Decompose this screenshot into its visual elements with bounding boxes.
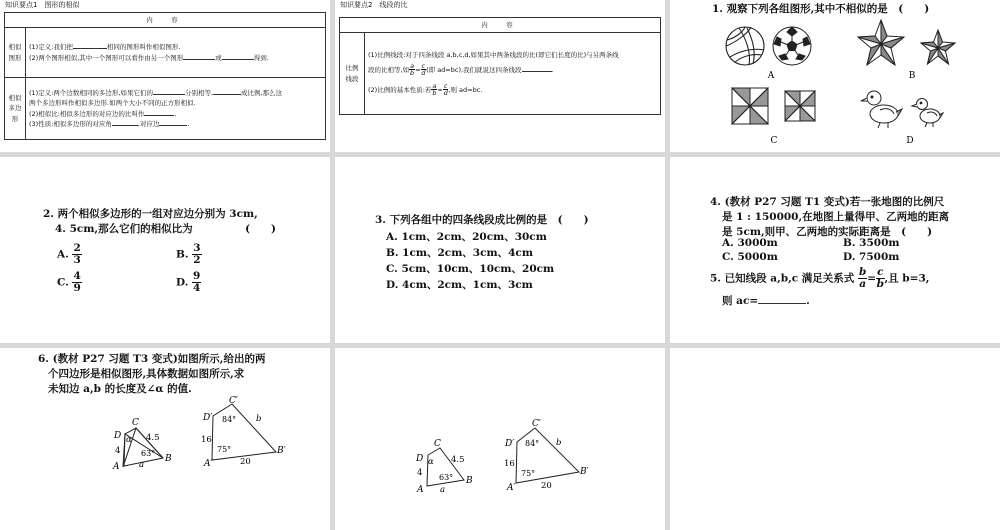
svg-text:α: α [428,457,434,467]
pinwheel-icon [785,91,815,121]
row-label: 比例线段 [340,33,365,115]
similar-quadrilaterals-figure [335,348,665,530]
svg-text:A: A [113,462,120,472]
question-4-text: 4. (教材 P27 习题 T1 变式)若一张地图的比例尺 是 1 : 150000,在地图上量得甲、乙两地的距离 是 5cm,则甲、乙两地的实际距离是 ( ) [710,196,950,239]
svg-text:C: C [132,418,139,428]
option-d-label: D [906,136,914,146]
soccer-ball-icon [773,27,811,65]
option-d[interactable]: D. 4cm、2cm、1cm、3cm [386,279,533,291]
star-icon [858,20,904,65]
slide-question-6 [0,348,330,530]
svg-text:D: D [114,431,122,441]
similar-quadrilaterals-figure [0,348,330,530]
option-b[interactable]: B. $\frac{3}{2}$ [176,242,201,267]
svg-text:A′: A′ [507,483,516,493]
svg-text:C: C [434,439,441,449]
svg-text:A′: A′ [204,459,213,469]
duck-icon [912,99,943,128]
row-label: 相似多边形 [5,78,26,140]
svg-text:B: B [165,454,172,464]
svg-text:63°: 63° [439,473,454,482]
svg-text:75°: 75° [217,445,232,454]
question-text: 2. 两个相似多边形的一组对应边分别为 3cm, 4. 5cm,那么它们的相似比为 ( ) [43,208,277,236]
svg-text:b: b [256,414,262,424]
slide-question-1 [670,0,1000,152]
slide-question-3 [335,157,665,343]
question-5-answer: 则 ac= . [722,295,810,307]
table-header: 内 容 [5,13,326,28]
svg-text:C′: C′ [532,419,541,429]
question-text: 6. (教材 P27 习题 T3 变式)如图所示,给出的两 个四边形是相似图形,具体数据如图所示,求 未知边 a,b 的长度及∠α 的值. [38,353,266,396]
slide-knowledge-1 [0,0,330,152]
svg-text:B′: B′ [277,446,286,456]
svg-text:75°: 75° [521,469,536,478]
row-content: (1)比例线段:对于四条线段 a,b,c,d,如果其中两条线段的比(即它们长度的比)与另两条线 段的比相等,如 $\frac{a}{b}$ = $\frac{c}{d}$ (即 ad=bc),我们就说这四条线段 . (2)比例的基本性质:若 $\frac{a}{b}$ = $\frac{c}{d}$ ,则 ad=bc. [365,33,661,115]
row-label: 相似图形 [5,28,26,78]
svg-text:16: 16 [201,435,212,445]
option-a[interactable]: A. $\frac{2}{3}$ [57,242,81,267]
question-text: 3. 下列各组中的四条线段成比例的是 ( ) [375,214,589,226]
svg-text:84°: 84° [525,439,540,448]
slide-figure [335,348,665,530]
svg-text:α: α [126,435,132,445]
svg-text:4.5: 4.5 [451,455,465,465]
svg-text:a: a [440,485,446,495]
option-c[interactable]: C. 5000m [722,251,778,263]
svg-text:63°: 63° [141,449,156,458]
duck-icon [861,91,902,128]
knowledge-table [339,17,661,115]
option-c[interactable]: C. 5cm、10cm、10cm、20cm [386,263,555,275]
section-heading: 知识要点1 图形的相似 [5,1,80,9]
slide-knowledge-2 [335,0,665,152]
row-content: (1)定义:我们把 相同的图形叫作相似图形. (2)两个图形相似,其中一个图形可以看作由另一个图形 或 得到. [26,28,326,78]
option-b[interactable]: B. 3500m [843,237,900,249]
section-heading: 知识要点2 线段的比 [340,1,408,9]
option-d[interactable]: D. $\frac{9}{4}$ [176,270,201,295]
svg-text:B: B [466,476,473,486]
slide-blank [670,348,1000,530]
option-c[interactable]: C. $\frac{4}{9}$ [57,270,81,295]
option-a-label: A [767,71,775,81]
svg-text:a: a [139,460,145,470]
svg-text:20: 20 [240,457,251,467]
option-b-label: B [908,71,916,81]
knowledge-table [4,12,326,140]
pinwheel-icon [732,88,768,124]
svg-text:16: 16 [504,459,515,469]
question-5-text: 5. 已知线段 a,b,c 满足关系式 $\frac{b}{a}$ = $\frac{c}{b}$ ,且 b=3, [710,266,930,291]
option-a[interactable]: A. 1cm、2cm、20cm、30cm [386,231,547,243]
svg-text:D′: D′ [505,439,515,449]
option-a[interactable]: A. 3000m [722,237,778,249]
svg-text:D′: D′ [203,413,213,423]
svg-text:b: b [556,438,562,448]
option-d[interactable]: D. 7500m [843,251,900,263]
slide-question-2 [0,157,330,343]
star-icon [921,30,955,64]
svg-text:84°: 84° [222,415,237,424]
row-content: (1)定义:两个边数相同的多边形,如果它们的 分别相等, 成比例,那么这 两个多边形叫作相似多边形.如两个大小不同的正方形相似. (2)相似比:相似多边形的对应边的比叫作 . (3)性质:相似多边形的对应角 ,对应边 . [26,78,326,140]
question-text: 1. 观察下列各组图形,其中不相似的是 ( ) [712,3,930,15]
svg-text:A: A [417,485,424,495]
slide-question-4-5 [670,157,1000,343]
svg-text:4: 4 [417,468,423,478]
option-c-label: C [770,136,778,146]
svg-text:20: 20 [541,481,552,491]
svg-text:C′: C′ [229,396,238,406]
option-b[interactable]: B. 1cm、2cm、3cm、4cm [386,247,533,259]
svg-text:4.5: 4.5 [146,433,160,443]
svg-text:D: D [416,454,424,464]
svg-text:B′: B′ [580,467,589,477]
svg-text:4: 4 [115,446,121,456]
question-figures [670,0,1000,152]
table-header: 内 容 [340,18,661,33]
volleyball-icon [726,27,764,65]
